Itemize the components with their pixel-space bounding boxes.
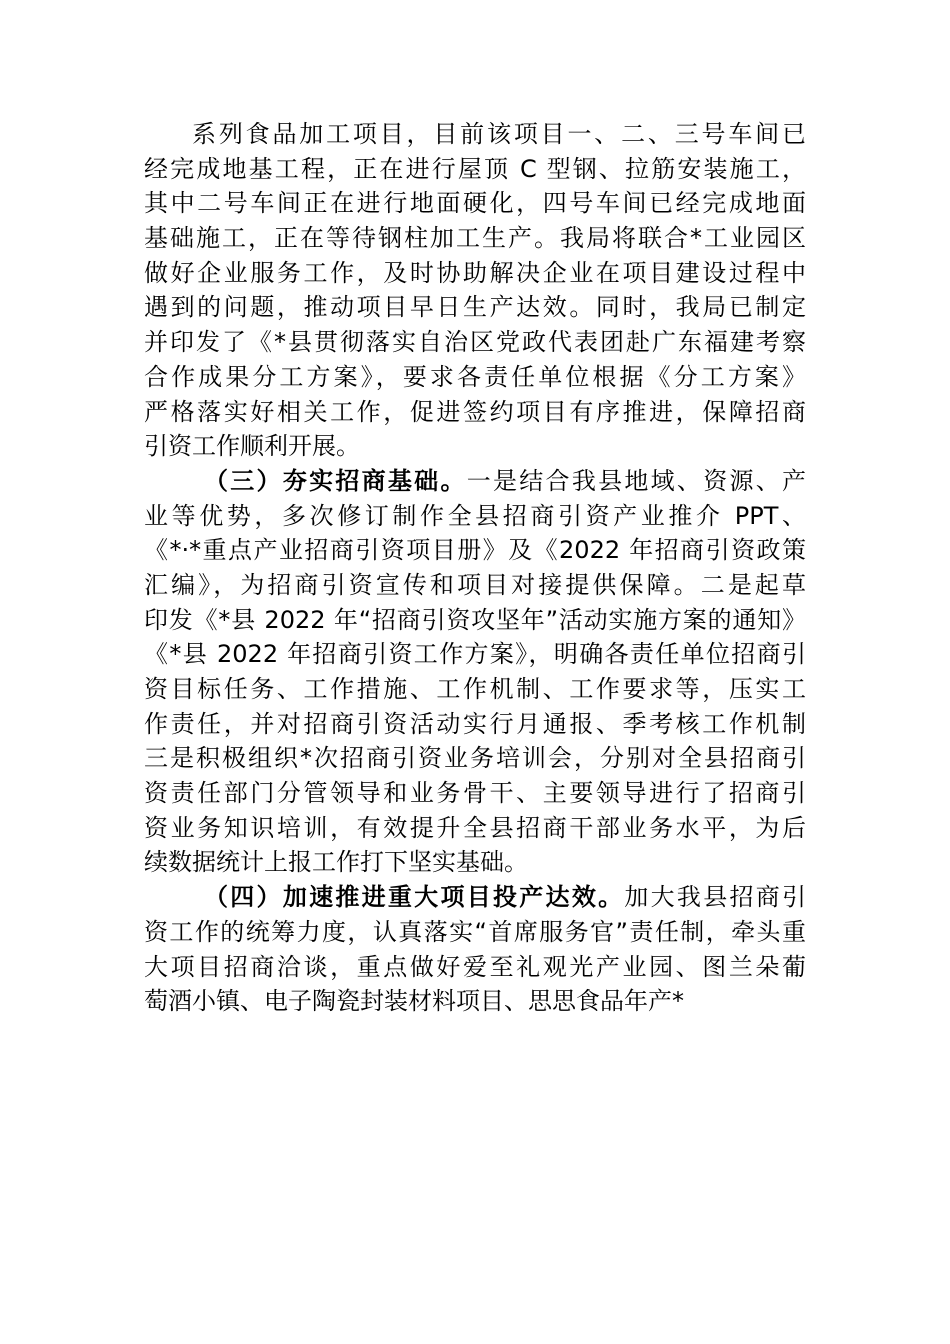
text-line: 系列食品加工项目，目前该项目一、二、三号车间已 — [192, 120, 806, 148]
text-line: 严格落实好相关工作，促进签约项目有序推进，保障招商 — [144, 397, 806, 426]
text-line: 合作成果分工方案》，要求各责任单位根据《分工方案》 — [144, 362, 806, 391]
heading-line — [144, 464, 806, 499]
paragraph-major-projects — [144, 880, 806, 1019]
text-line: 《*·*重点产业招商引资项目册》及《2022 年招商引资政策 — [144, 536, 806, 565]
paragraph-project-progress — [144, 117, 806, 464]
text-line: 续数据统计上报工作打下坚实基础。 — [144, 848, 528, 877]
text-line: 做好企业服务工作，及时协助解决企业在项目建设过程中 — [144, 258, 806, 287]
text-line: 经完成地基工程，正在进行屋顶 C 型钢、拉筋安装施工， — [144, 154, 806, 183]
document-page — [144, 117, 806, 1019]
text-line: 并印发了《*县贯彻落实自治区党政代表团赴广东福建考察 — [144, 328, 806, 357]
text-line: 资责任部门分管领导和业务骨干、主要领导进行了招商引 — [144, 779, 806, 808]
text-run: 一是结合我县地域、资源、产 — [466, 466, 807, 495]
paragraph-investment-foundation — [144, 464, 806, 880]
section-heading: （四）加速推进重大项目投产达效。 — [204, 883, 625, 912]
text-line: 引资工作顺利开展。 — [144, 432, 360, 461]
text-line: 大项目招商洽谈，重点做好爱至礼观光产业园、图兰朵葡 — [144, 952, 806, 981]
text-line: 萄酒小镇、电子陶瓷封装材料项目、思思食品年产* — [144, 987, 684, 1016]
text-line: 资目标任务、工作措施、工作机制、工作要求等，压实工 — [144, 675, 806, 703]
text-line: 三是积极组织*次招商引资业务培训会，分别对全县招商引 — [144, 744, 806, 773]
text-line: 资工作的统筹力度，认真落实“首席服务官”责任制，牵头重 — [144, 917, 806, 946]
section-heading: （三）夯实招商基础。 — [204, 466, 467, 495]
text-line: 《*县 2022 年招商引资工作方案》，明确各责任单位招商引 — [144, 640, 806, 669]
text-line: 资业务知识培训，有效提升全县招商干部业务水平，为后 — [144, 813, 806, 842]
text-line: 汇编》，为招商引资宣传和项目对接提供保障。二是起草 — [144, 570, 806, 599]
text-line: 基础施工，正在等待钢柱加工生产。我局将联合*工业园区 — [144, 224, 806, 253]
text-run: 加大我县招商引 — [624, 883, 807, 912]
text-line: 作责任，并对招商引资活动实行月通报、季考核工作机制 — [144, 709, 806, 738]
text-line: 业等优势，多次修订制作全县招商引资产业推介 PPT、 — [144, 501, 806, 530]
text-line: 其中二号车间正在进行地面硬化，四号车间已经完成地面 — [144, 189, 806, 218]
heading-line — [144, 880, 806, 915]
text-line: 印发《*县 2022 年“招商引资攻坚年”活动实施方案的通知》 — [144, 605, 806, 634]
text-line: 遇到的问题，推动项目早日生产达效。同时，我局已制定 — [144, 293, 806, 322]
